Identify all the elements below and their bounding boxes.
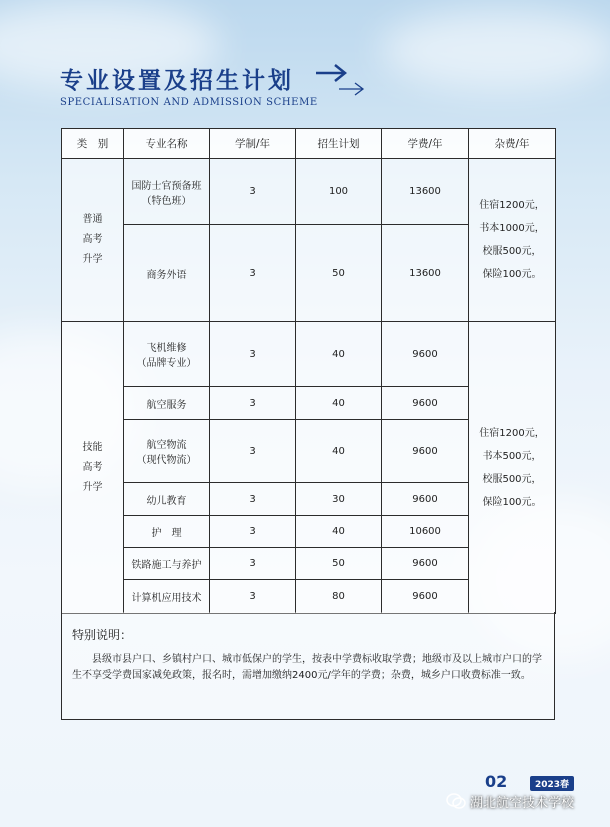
years-cell: 3 (210, 420, 296, 483)
watermark-text: 湖北航空技术学校 (470, 796, 575, 811)
header-quota: 招生计划 (296, 129, 382, 159)
major-name: 计算机应用技术 (124, 580, 210, 614)
quota-cell: 40 (296, 420, 382, 483)
years-cell: 3 (210, 322, 296, 387)
header-misc-fees: 杂费/年 (469, 129, 556, 159)
tuition-cell: 9600 (382, 322, 469, 387)
tuition-cell: 9600 (382, 483, 469, 516)
tuition-cell: 10600 (382, 516, 469, 548)
arrow-right-icon (338, 80, 366, 98)
quota-cell: 40 (296, 387, 382, 420)
tuition-cell: 9600 (382, 548, 469, 580)
quota-cell: 30 (296, 483, 382, 516)
major-name: 航空服务 (124, 387, 210, 420)
misc-fees-cell: 住宿1200元， 书本1000元， 校服500元， 保险100元。 (469, 159, 556, 322)
major-name: 商务外语 (124, 225, 210, 322)
year-badge: 2023春 (530, 776, 574, 791)
quota-cell: 50 (296, 225, 382, 322)
tuition-cell: 9600 (382, 580, 469, 614)
header-category: 类 别 (62, 129, 124, 159)
category-cell: 技能 高考 升学 (62, 322, 124, 614)
table-row (62, 159, 556, 225)
years-cell: 3 (210, 516, 296, 548)
years-cell: 3 (210, 387, 296, 420)
quota-cell: 40 (296, 322, 382, 387)
notes-title: 特别说明： (72, 628, 133, 642)
years-cell: 3 (210, 548, 296, 580)
major-name: 飞机维修 （品牌专业） (124, 322, 210, 387)
header-major: 专业名称 (124, 129, 210, 159)
years-cell: 3 (210, 225, 296, 322)
tuition-cell: 13600 (382, 225, 469, 322)
quota-cell: 50 (296, 548, 382, 580)
admission-table (61, 128, 556, 614)
years-cell: 3 (210, 580, 296, 614)
special-notes (61, 612, 555, 720)
quota-cell: 100 (296, 159, 382, 225)
header-tuition: 学费/年 (382, 129, 469, 159)
page-number: 02 (485, 772, 508, 791)
header-years: 学制/年 (210, 129, 296, 159)
chat-bubble-icon (446, 792, 466, 810)
quota-cell: 40 (296, 516, 382, 548)
major-name: 航空物流 （现代物流） (124, 420, 210, 483)
tuition-cell: 9600 (382, 387, 469, 420)
major-name: 铁路施工与养护 (124, 548, 210, 580)
tuition-cell: 9600 (382, 420, 469, 483)
table-row (62, 322, 556, 387)
major-name: 护 理 (124, 516, 210, 548)
quota-cell: 80 (296, 580, 382, 614)
cloud-decoration (380, 10, 610, 90)
tuition-cell: 13600 (382, 159, 469, 225)
notes-body: 县级市县户口、乡镇村户口、城市低保户的学生，按表中学费标收取学费；地级市及以上城市户口的学生不享受学费国家减免政策，报名时，需增加缴纳2400元/学年的学费；杂费，城乡户口收费标准一致。 (72, 654, 542, 681)
years-cell: 3 (210, 159, 296, 225)
page-title: 专业设置及招生计划 (60, 68, 294, 94)
category-cell: 普通 高考 升学 (62, 159, 124, 322)
page-subtitle: SPECIALISATION AND ADMISSION SCHEME (60, 97, 318, 108)
major-name: 国防士官预备班 （特色班） (124, 159, 210, 225)
years-cell: 3 (210, 483, 296, 516)
table-header-row (62, 129, 556, 159)
major-name: 幼儿教育 (124, 483, 210, 516)
misc-fees-cell: 住宿1200元， 书本500元， 校服500元， 保险100元。 (469, 322, 556, 614)
